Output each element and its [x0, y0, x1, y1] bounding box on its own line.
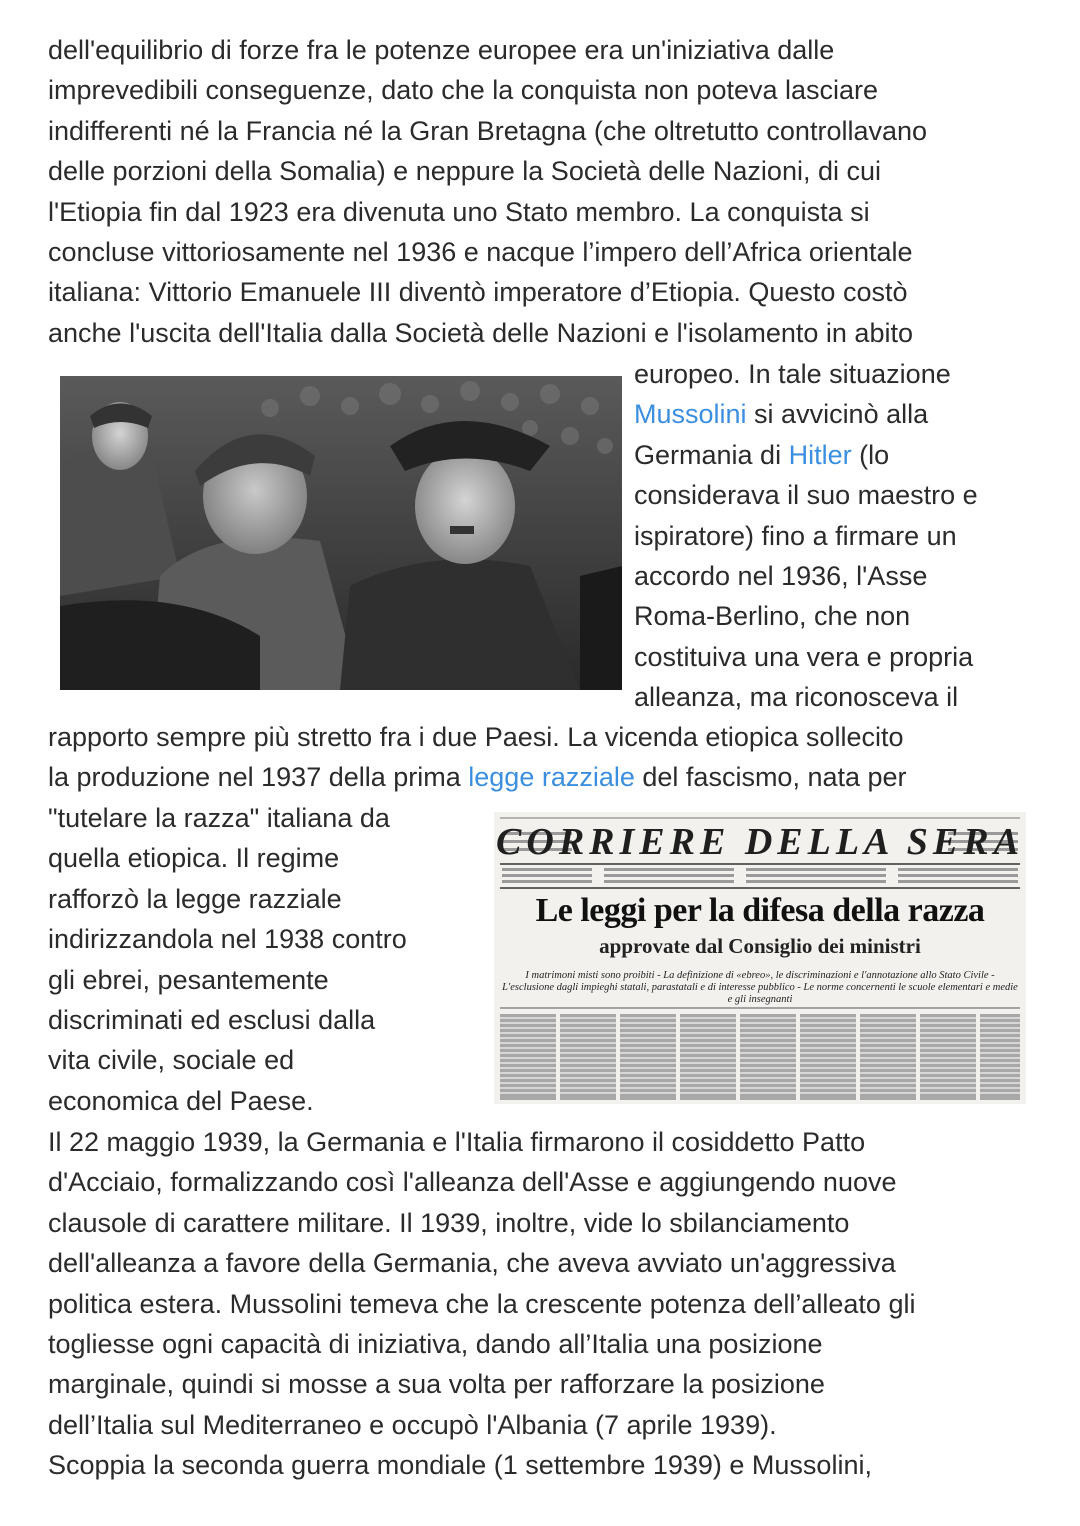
text-line: marginale, quindi si mosse a sua volta per rafforzare la posizione — [48, 1369, 825, 1400]
text-line: economica del Paese. — [48, 1085, 314, 1116]
text-line: politica estera. Mussolini temeva che la crescente potenza dell’alleato gli — [48, 1288, 916, 1319]
text-fragment: del fascismo, nata per — [634, 762, 907, 793]
legge-razziale-link[interactable]: legge razziale — [468, 762, 635, 793]
text-fragment: Germania di — [634, 439, 789, 470]
text-line: concluse vittoriosamente nel 1936 e nacque l’impero dell’Africa orientale — [48, 236, 913, 267]
text-line: anche l'uscita dell'Italia dalla Società delle Nazioni e l'isolamento in abito — [48, 317, 913, 348]
text-line: clausole di carattere militare. Il 1939, inoltre, vide lo sbilanciamento — [48, 1207, 850, 1238]
text-line: accordo nel 1936, l'Asse — [634, 560, 928, 591]
text-line — [634, 394, 1054, 434]
newspaper-masthead: CORRIERE DELLA SERA — [496, 821, 1024, 863]
corriere-della-sera-front-page — [494, 812, 1026, 1104]
text-fragment: (lo — [851, 439, 890, 470]
text-line: italiana: Vittorio Emanuele III diventò imperatore d’Etiopia. Questo costò — [48, 277, 908, 308]
text-line: dell'equilibrio di forze fra le potenze europee era un'iniziativa dalle — [48, 35, 835, 65]
text-line: Scoppia la seconda guerra mondiale (1 settembre 1939) e Mussolini, — [48, 1450, 872, 1481]
text-line: ispiratore) fino a firmare un — [634, 520, 957, 551]
paragraph-mid — [48, 717, 1048, 798]
text-fragment: la produzione nel 1937 della prima — [48, 762, 469, 793]
text-line — [48, 757, 1048, 797]
text-line: dell'alleanza a favore della Germania, che aveva avviato un'aggressiva — [48, 1248, 896, 1279]
text-line: rafforzò la legge razziale — [48, 883, 342, 914]
text-line: "tutelare la razza" italiana da — [48, 803, 390, 833]
text-line: d'Acciaio, formalizzando così l'alleanza dell'Asse e aggiungendo nuove — [48, 1167, 897, 1198]
text-line: indifferenti né la Francia né la Gran Bretagna (che oltretutto controllavano — [48, 115, 928, 146]
hitler-link[interactable]: Hitler — [788, 439, 852, 470]
text-line: considerava il suo maestro e — [634, 480, 978, 511]
text-fragment: si avvicinò alla — [746, 399, 929, 430]
text-line: Roma-Berlino, che non — [634, 601, 911, 632]
text-line — [634, 435, 1054, 475]
text-line: discriminati ed esclusi dalla — [48, 1004, 376, 1035]
text-line: gli ebrei, pesantemente — [48, 964, 329, 995]
text-line: alleanza, ma riconosceva il — [634, 682, 959, 713]
newspaper-subheadline: approvate dal Consiglio dei ministri — [599, 934, 921, 958]
text-line: rapporto sempre più stretto fra i due Paesi. La vicenda etiopica sollecito — [48, 722, 904, 752]
text-line: europeo. In tale situazione — [634, 359, 951, 389]
text-line: costituiva una vera e propria — [634, 641, 974, 672]
text-line: delle porzioni della Somalia) e neppure la Società delle Nazioni, di cui — [48, 156, 881, 187]
paragraph-bottom — [48, 1122, 1048, 1486]
newspaper-side-text — [48, 798, 478, 1121]
newspaper-headline: Le leggi per la difesa della razza — [535, 892, 985, 929]
text-line: dell’Italia sul Mediterraneo e occupò l'Albania (7 aprile 1939). — [48, 1409, 777, 1440]
text-line: quella etiopica. Il regime — [48, 843, 340, 874]
text-line: vita civile, sociale ed — [48, 1045, 295, 1076]
mussolini-hitler-photo — [60, 376, 622, 690]
photo-side-text — [634, 354, 1054, 718]
photo-illustration — [60, 376, 622, 690]
text-line: Il 22 maggio 1939, la Germania e l'Italia firmarono il cosiddetto Patto — [48, 1127, 866, 1157]
paragraph-top — [48, 30, 1048, 353]
newspaper-deck: I matrimoni misti sono proibiti - La definizione di «ebreo», le discriminazioni e l'annotazione allo Stato Civile - L'esclusione dagli impieghi statali, parastatali e di interesse pubblico - Le norme concernenti le scuole elementari e medie e gli insegnanti — [502, 970, 1018, 1005]
text-line: imprevedibili conseguenze, dato che la conquista non poteva lasciare — [48, 75, 879, 106]
text-line: indirizzandola nel 1938 contro — [48, 924, 407, 955]
text-line: togliesse ogni capacità di iniziativa, dando all’Italia una posizione — [48, 1328, 823, 1359]
text-line: l'Etiopia fin dal 1923 era divenuta uno Stato membro. La conquista si — [48, 196, 870, 227]
mussolini-link[interactable]: Mussolini — [634, 399, 747, 430]
